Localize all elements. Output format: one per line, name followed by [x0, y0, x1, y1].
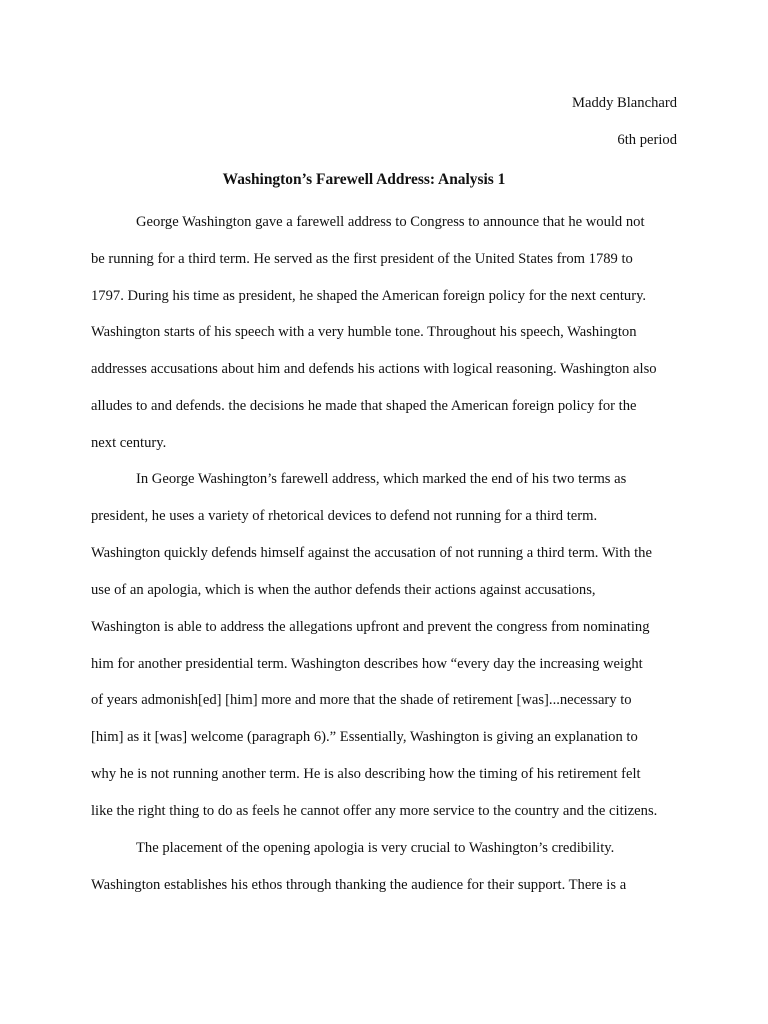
paragraph-1-line-7: next century. [91, 435, 167, 451]
paragraph-2-line-6: him for another presidential term. Washington describes how “every day the increasing weight [91, 656, 643, 672]
paragraph-3-line-2: Washington establishes his ethos through thanking the audience for their support. There is a [91, 877, 627, 893]
author-name: Maddy Blanchard [572, 95, 677, 111]
paragraph-3-line-1: The placement of the opening apologia is very crucial to Washington’s credibility. [136, 840, 615, 856]
paragraph-2-line-9: why he is not running another term. He is also describing how the timing of his retirement felt [91, 766, 641, 782]
paragraph-2-line-10: like the right thing to do as feels he cannot offer any more service to the country and the citizens. [91, 803, 658, 819]
paragraph-2-line-1: In George Washington’s farewell address, which marked the end of his two terms as [136, 471, 627, 487]
document-title: Washington’s Farewell Address: Analysis 1 [222, 169, 506, 188]
paragraph-1-line-4: Washington starts of his speech with a very humble tone. Throughout his speech, Washington [91, 324, 637, 340]
paragraph-1-line-3: 1797. During his time as president, he shaped the American foreign policy for the next century. [91, 288, 647, 304]
paragraph-1-line-5: addresses accusations about him and defends his actions with logical reasoning. Washington also [91, 361, 657, 377]
paragraph-2-line-5: Washington is able to address the allegations upfront and prevent the congress from nominating [91, 619, 650, 635]
paragraph-1-line-1: George Washington gave a farewell address to Congress to announce that he would not [136, 214, 645, 230]
paragraph-2-line-2: president, he uses a variety of rhetorical devices to defend not running for a third term. [91, 508, 598, 524]
paragraph-2-line-7: of years admonish[ed] [him] more and more that the shade of retirement [was]...necessary to [91, 692, 632, 708]
class-period: 6th period [617, 132, 677, 148]
paragraph-2-line-8: [him] as it [was] welcome (paragraph 6).” Essentially, Washington is giving an explanation to [91, 729, 638, 745]
paragraph-1-line-6: alludes to and defends. the decisions he made that shaped the American foreign policy for the [91, 398, 637, 414]
paragraph-2-line-3: Washington quickly defends himself against the accusation of not running a third term. With the [91, 545, 652, 561]
paragraph-2-line-4: use of an apologia, which is when the author defends their actions against accusations, [91, 582, 596, 598]
paragraph-1-line-2: be running for a third term. He served as the first president of the United States from 1789 to [91, 251, 633, 267]
